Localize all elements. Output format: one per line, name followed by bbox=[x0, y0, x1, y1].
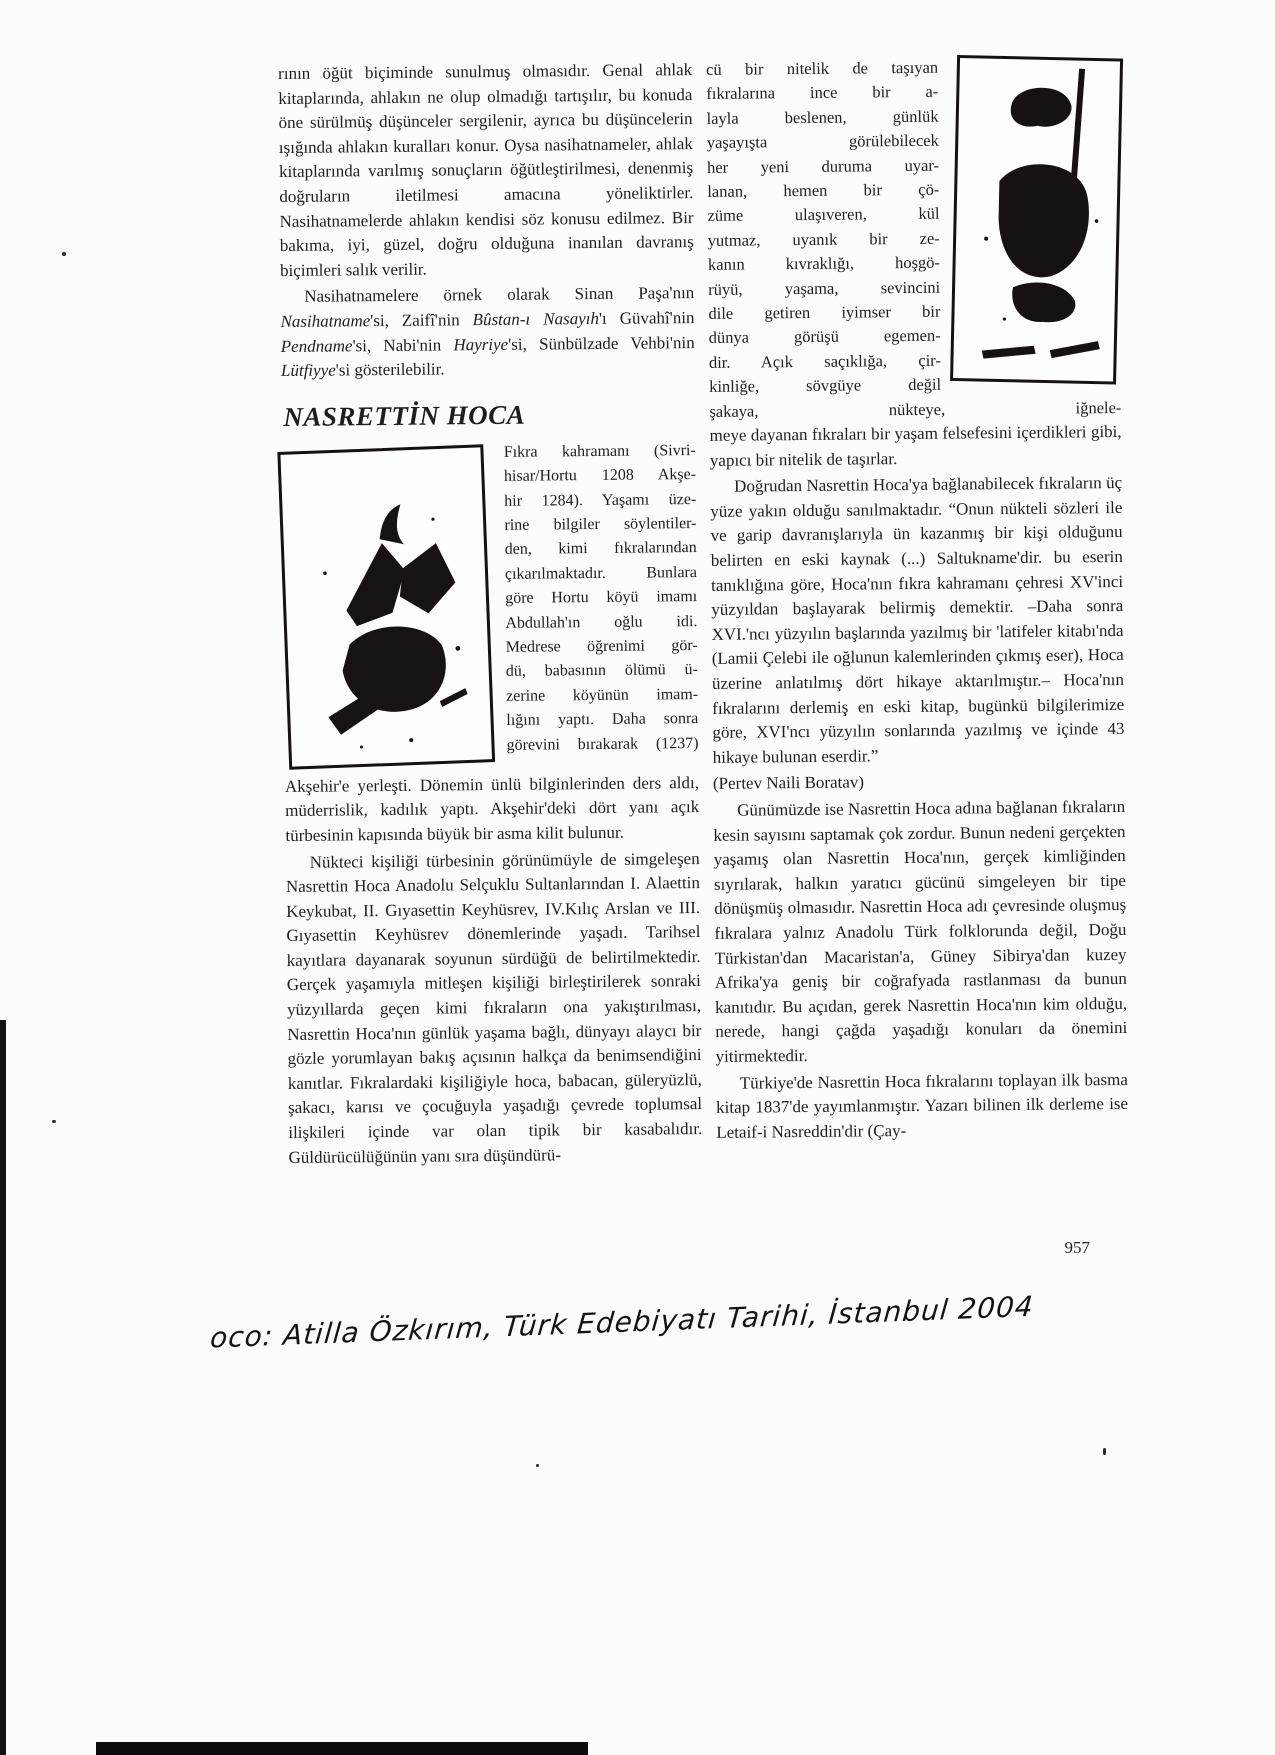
handwritten-source-note: oco: Atilla Özkırım, Türk Edebiyatı Tarihi, İstanbul 2004 bbox=[208, 1289, 1036, 1355]
book-title-nasihatname: Nasihatname bbox=[280, 311, 371, 331]
scan-speck bbox=[1103, 1448, 1106, 1455]
intro-paragraph: rının öğüt biçiminde sunulmuş olmasıdır. Genal ahlak kitaplarında, ahlakın ne olup olmadığı tartışılır, bu konuda öne sürülmüş düşünceler sergilenir, ayrıca bu düşüncelerin ışığında ahlakın kuralları konur. Oysa nasihatnameler, ahlak kitaplarında varılmış sonuçların öğütleştirilmesi, denenmiş doğruların iletilmesi amacına yöneliktirler. Nasihatnamelerde ahlakın kendisi söz konusu edilmez. Bir bakıma, iyi, güzel, doğru olduğuna inanılan davranış biçimleri salık verilir. bbox=[278, 60, 694, 280]
page-content bbox=[278, 54, 1129, 1167]
examples-text-3: 'ı Güvahî'nin bbox=[598, 307, 695, 328]
scan-speck bbox=[536, 1464, 539, 1467]
bio-continuation: Akşehir'e yerleşti. Dönemin ünlü bilginlerinden ders aldı, müderrislik, kadılık yaptı. Akşehir'deki dört yanı açık türbesinin kapısında büyük bir asma kilit bulunur. bbox=[284, 772, 700, 845]
books-paragraph: Türkiye'de Nasrettin Hoca fıkralarını toplayan ilk basma kitap 1837'de yayımlanmıştır. Yazarı bilinen ilk derleme ise Letaif-i Nasreddin'dir (Çay- bbox=[715, 1069, 1129, 1142]
boratav-attribution: (Pertev Naili Boratav) bbox=[712, 772, 865, 794]
section-heading-nasrettin-hoca: NASRETTİN HOCA bbox=[283, 399, 526, 432]
page-number: 957 bbox=[1064, 1238, 1090, 1257]
book-title-lutfiyye: Lütfiyye bbox=[280, 360, 336, 381]
book-title-pendname: Pendname bbox=[280, 335, 353, 356]
left-column bbox=[278, 58, 703, 1172]
scan-artifact-bottom-bar bbox=[96, 1742, 588, 1755]
examples-text-6: 'si gösterilebilir. bbox=[335, 359, 445, 380]
examples-text-1: Nasihatnamelere örnek olarak Sinan Paşa'nın bbox=[304, 283, 695, 307]
bio-sidetext: Fıkra kahramanı (Sivri- hisar/Hortu 1208 Akşe- hir 1284). Yaşamı üze- rine bilgiler söylentiler- den, kimi fıkralarından çıkarılmaktadır. Bunlara göre Hortu köyü imamı Abdullah'ın oğlu idi. Medrese öğrenimi gör- dü, babasının ölümü ü- zerine köyünün imam- lığını yaptı. Daha sonra görevini bırakarak (1237) bbox=[503, 441, 699, 754]
today-paragraph: Günümüzde ise Nasrettin Hoca adına bağlanan fıkraların kesin sayısını saptamak çok zordur. Bunun nedeni gerçekten yaşamış olan Nasrettin Hoca'nın, gerçek kimliğinden sıyrılarak, halkın yaratıcı gücünü simgeleyen bir tipe dönüşmüş olmasıdır. Nasrettin Hoca adı çevresinde oluşmuş fıkralara yalnız Anadolu Türk folklorunda değil, Doğu Türkistan'dan Macaristan'a, Güney Sibirya'dan kuzey Afrika'ya geniş bir coğrafyada rastlanması da bunun kanıtıdır. Bu açıdan, gerek Nasrettin Hoca'nın kim olduğu, nerede, hangi çağda yaşadığı konuları da önemini yitirmektedir. bbox=[713, 796, 1128, 1066]
nasrettin-hoca-standing-illustration bbox=[950, 55, 1123, 385]
scan-artifact-left-strip bbox=[0, 1020, 6, 1755]
portrait-figure-drawing bbox=[280, 447, 492, 766]
book-title-hayriye: Hayriye bbox=[453, 334, 509, 354]
scan-speck bbox=[62, 252, 66, 256]
examples-paragraph bbox=[280, 281, 695, 383]
book-title-bustan: Bûstan-ı Nasayıh bbox=[472, 308, 600, 330]
character-paragraph: Nükteci kişiliği türbesinin görünümüyle de simgeleşen Nasrettin Hoca Anadolu Selçuklu Sultanlarından I. Alaettin Keykubat, II. Gıyasettin Keyhüsrev, IV.Kılıç Arslan ve III. Gıyasettin Keyhüsrev dönemlerinde yaşadı. Tarihsel kayıtlara dayanarak soyunun sürdüğü de belirtilmektedir. Gerçek yaşamıyla mitleşen kişiliği birleştirilerek sonraki yüzyıllarda geçen kimi fıkraların ona yakıştırılması, Nasrettin Hoca'nın günlük yaşama bağlı, dünyayı alaycı bir gözle yorumlayan bakış açısının halkça da benimsendiğini kanıtlar. Fıkralardaki kişiliğiyle hoca, babacan, güleryüzlü, şakacı, karısı ve çocuğuyla yaşadığı çevrede toplumsal ilişkileri içinde var olan tipik bir kasabalıdır. Güldürücülüğünün yanı sıra düşündürü- bbox=[285, 848, 703, 1167]
humor-block bbox=[706, 54, 1121, 424]
examples-text-5: 'si, Sünbülzade Vehbi'nin bbox=[508, 332, 695, 354]
scan-speck bbox=[52, 1120, 56, 1123]
humor-continuation: meye dayanan fıkraları bir yaşam felsefesini içerdikleri gibi, yapıcı bir nitelik de taşırlar. bbox=[709, 422, 1122, 470]
standing-figure-drawing bbox=[953, 58, 1120, 381]
boratav-paragraph: Doğrudan Nasrettin Hoca'ya bağlanabilecek fıkraların üç yüze yakın olduğu sanılmaktadır. “Onun nükteli sözleri ile ve garip davranışlarıyla ün kazanmış bir kişi olduğunu belirten en eski kaynak (...) Saltukname'dir. bu eserin tanıklığına göre, Hoca'nın fıkra kahramanı çehresi XV'inci yüzyıldan başlayarak belirmiş demektir. –Daha sonra XVI.'ncı yüzyılın başlarında yazılmış bir 'latifeler kitabı'nda (Lamii Çelebi ile oğlunun kalemlerinden çıkmış eser), Hoca üzerine anlatılmış dört hikaye aktarılmıştır.– Hoca'nın fıkralarını derlemiş en eski kitap, bugünkü bilgilerimize göre, XVI'ncı yüzyılın sonlarında yazılmış ve içinde 43 hikaye bulunan eserdir.” bbox=[710, 473, 1125, 767]
humor-sidetext: cü bir nitelik de taşıyan fıkralarına ince bir a- layla beslenen, günlük yaşayışta görülebilecek her yeni duruma uyar- lanan, hemen bir çö- züme ulaşıveren, kül yutmaz, uyanık bir ze- kanın kıvraklığı, hoşgö- rüyü, yaşama, sevincini dile getiren iyimser bir dünya görüşü egemen- dir. Açık saçıklığa, çir- kinliğe, sövgüye değil şakaya, nükteye, iğnele- bbox=[706, 57, 1122, 421]
examples-text-2: 'si, Zaifî'nin bbox=[370, 310, 473, 331]
bio-block bbox=[282, 439, 699, 775]
examples-text-4: 'si, Nabi'nin bbox=[352, 334, 454, 355]
nasrettin-hoca-portrait-illustration bbox=[277, 444, 495, 770]
right-column bbox=[706, 54, 1128, 1147]
